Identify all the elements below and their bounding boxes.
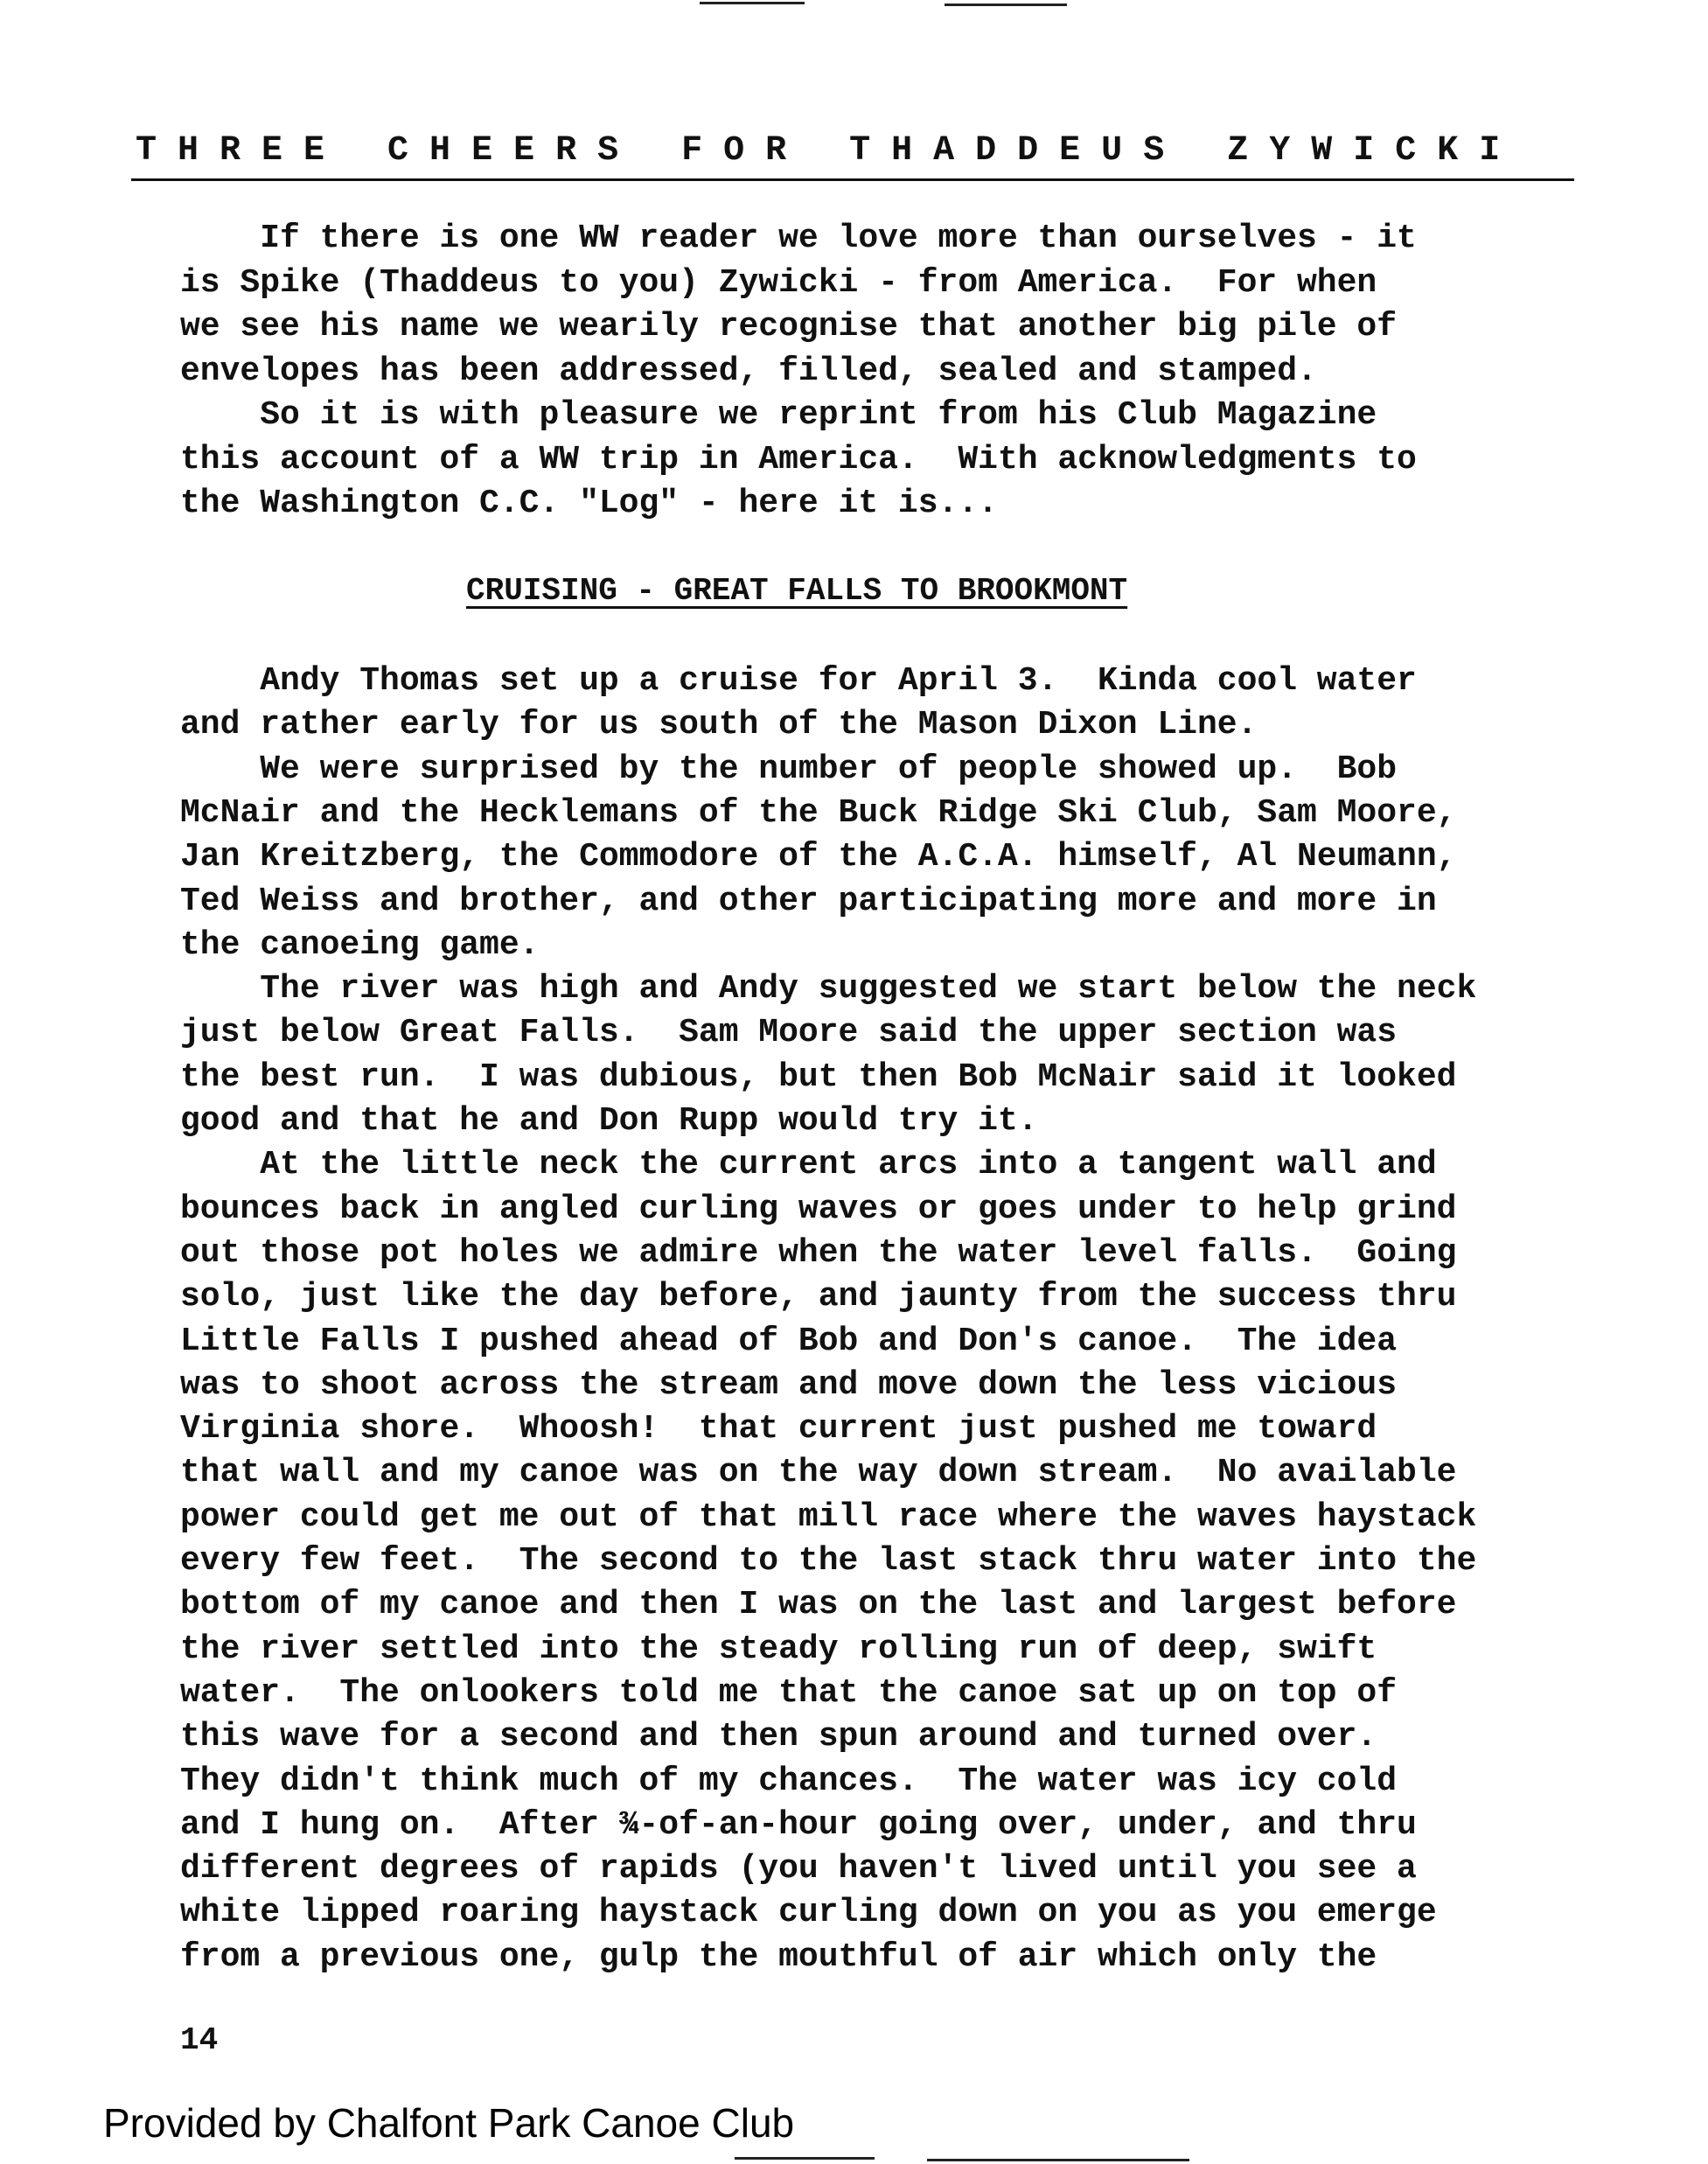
text-line: every few feet. The second to the last stack thru water into the (180, 1542, 1477, 1580)
text-line: white lipped roaring haystack curling down on you as you emerge (180, 1894, 1437, 1932)
text-line: good and that he and Don Rupp would try it. (180, 1102, 1038, 1140)
scan-mark-top (945, 3, 1067, 6)
text-line: At the little neck the current arcs into a tangent wall and (180, 1146, 1437, 1184)
text-line: the Washington C.C. "Log" - here it is... (180, 485, 998, 522)
text-line: was to shoot across the stream and move down the less vicious (180, 1365, 1398, 1404)
text-line: bounces back in angled curling waves or goes under to help grind (180, 1190, 1457, 1228)
text-line: We were surprised by the number of people showed up. Bob (180, 750, 1398, 788)
text-line: this wave for a second and then spun around and turned over. (180, 1718, 1377, 1756)
text-line: the best run. I was dubious, but then Bob McNair said it looked (180, 1058, 1457, 1096)
text-line: They didn't think much of my chances. The water was icy cold (180, 1762, 1398, 1800)
text-line: the river settled into the steady rolling run of deep, swift (180, 1630, 1377, 1668)
text-line: the canoeing game. (180, 925, 540, 964)
text-line: water. The onlookers told me that the canoe sat up on top of (180, 1673, 1398, 1712)
text-line: Ted Weiss and brother, and other participating more and more in (180, 882, 1437, 920)
text-line: that wall and my canoe was on the way down stream. No available (180, 1454, 1457, 1492)
text-line: envelopes has been addressed, filled, sealed and stamped. (180, 352, 1317, 390)
text-line: and I hung on. After ¾-of-an-hour going over, under, and thru (180, 1805, 1417, 1844)
title-underline (131, 178, 1574, 181)
section-subheading: CRUISING - GREAT FALLS TO BROOKMONT (466, 573, 1128, 609)
text-line: McNair and the Hecklemans of the Buck Ridge Ski Club, Sam Moore, (180, 793, 1457, 832)
text-line: out those pot holes we admire when the water level falls. Going (180, 1233, 1457, 1272)
text-line: from a previous one, gulp the mouthful of air which only the (180, 1937, 1377, 1976)
text-line: different degrees of rapids (you haven't lived until you see a (180, 1850, 1417, 1888)
scan-mark-bottom (735, 2157, 875, 2160)
text-line: Little Falls I pushed ahead of Bob and Don's canoe. The idea (180, 1322, 1398, 1360)
article-title: T H R E E C H E E R S F O R T H A D D E U S Z Y W I C K I (136, 131, 1501, 171)
text-line: Virginia shore. Whoosh! that current just pushed me toward (180, 1410, 1377, 1448)
text-line: this account of a WW trip in America. With acknowledgments to (180, 440, 1417, 478)
page-number: 14 (180, 2022, 219, 2058)
text-line: Andy Thomas set up a cruise for April 3. Kinda cool water (180, 662, 1417, 700)
text-line: just below Great Falls. Sam Moore said the upper section was (180, 1014, 1398, 1052)
scan-mark-top (700, 2, 805, 4)
text-line: The river was high and Andy suggested we start below the neck (180, 970, 1477, 1009)
text-line: solo, just like the day before, and jaunty from the success thru (180, 1278, 1457, 1316)
scan-mark-bottom (927, 2159, 1189, 2161)
text-line: So it is with pleasure we reprint from his Club Magazine (180, 396, 1377, 434)
text-line: and rather early for us south of the Mason Dixon Line. (180, 706, 1258, 744)
text-line: power could get me out of that mill race where the waves haystack (180, 1497, 1477, 1536)
text-line: Jan Kreitzberg, the Commodore of the A.C.A. himself, Al Neumann, (180, 838, 1457, 876)
text-line: is Spike (Thaddeus to you) Zywicki - from America. For when (180, 263, 1377, 302)
text-line: If there is one WW reader we love more than ourselves - it (180, 220, 1417, 257)
footer-credit: Provided by Chalfont Park Canoe Club (103, 2100, 795, 2146)
text-line: bottom of my canoe and then I was on the last and largest before (180, 1586, 1457, 1624)
text-line: we see his name we wearily recognise that another big pile of (180, 308, 1398, 346)
